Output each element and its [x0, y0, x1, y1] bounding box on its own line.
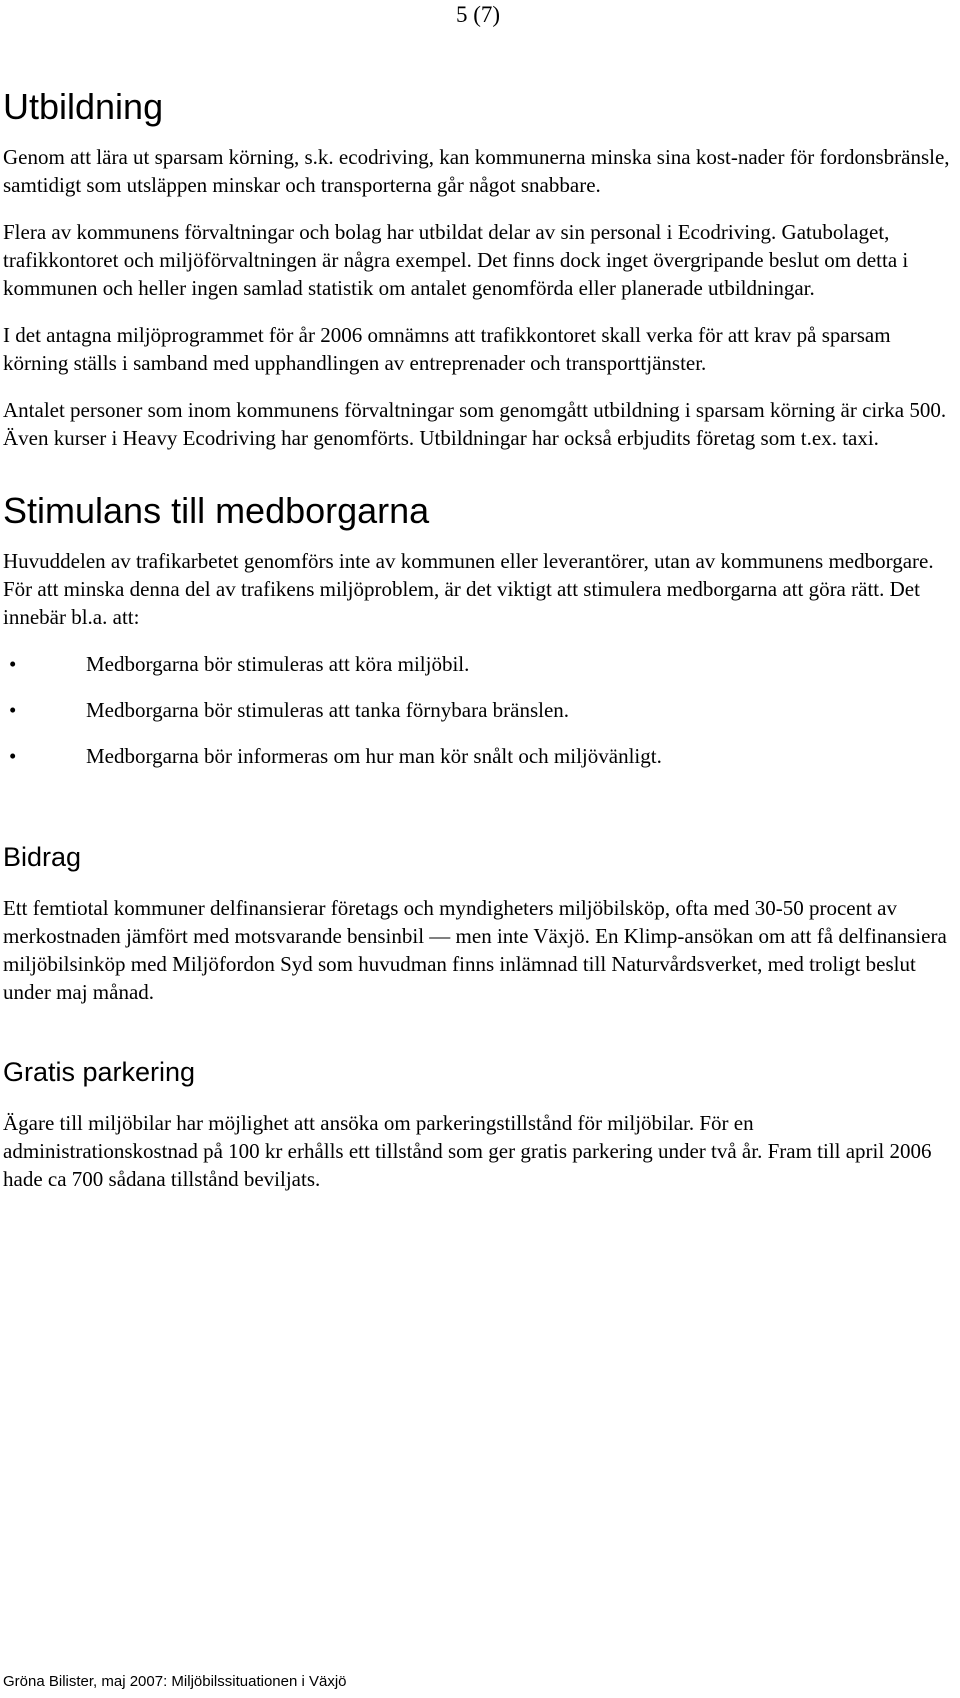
- list-item: [3, 742, 951, 770]
- bullet-icon: •: [9, 744, 17, 768]
- list-item-text: Medborgarna bör stimuleras att tanka förnybara bränslen.: [86, 698, 570, 722]
- page-footer: Gröna Bilister, maj 2007: Miljöbilssituationen i Växjö: [3, 1673, 347, 1690]
- section-stimulans: [3, 489, 951, 770]
- list-item: [3, 650, 951, 678]
- section-bidrag: [3, 840, 951, 1006]
- list-item-text: Medborgarna bör informeras om hur man kör snålt och miljövänligt.: [86, 744, 662, 768]
- page-number: 5 (7): [456, 2, 501, 27]
- paragraph: Ett femtiotal kommuner delfinansierar företags och myndigheters miljöbilsköp, ofta med 30-50 procent av merkostnaden jämfört med motsvarande bensinbil — men inte Växjö. En Klimp-ansökan om att få delfinansiera miljöbilsinköp med Miljöfordon Syd som huvudman finns inlämnad till Naturvårdsverket, med troligt beslut under maj månad.: [3, 896, 947, 1004]
- section-utbildning: [3, 85, 951, 452]
- paragraph: I det antagna miljöprogrammet för år 2006 omnämns att trafikkontoret skall verka för att krav på sparsam körning ställs i samband med upphandlingen av entreprenader och transporttjänster.: [3, 323, 891, 375]
- paragraph: Ägare till miljöbilar har möjlighet att ansöka om parkeringstillstånd för miljöbilar. För en administrationskostnad på 100 kr erhålls ett tillstånd som ger gratis parkering under två år. Fram till april 2006 hade ca 700 sådana tillstånd beviljats.: [3, 1111, 932, 1191]
- paragraph: Genom att lära ut sparsam körning, s.k. ecodriving, kan kommunerna minska sina kost-nader för fordonsbränsle, samtidigt som utsläppen minskar och transporterna går något snabbare.: [3, 145, 950, 197]
- paragraph: Antalet personer som inom kommunens förvaltningar som genomgått utbildning i sparsam körning är cirka 500. Även kurser i Heavy Ecodriving har genomförts. Utbildningar har också erbjudits företag som t.ex. taxi.: [3, 398, 947, 450]
- bullet-list: [3, 650, 951, 770]
- bullet-icon: •: [9, 652, 17, 676]
- heading-utbildning: Utbildning: [3, 86, 164, 127]
- bullet-icon: •: [9, 698, 17, 722]
- heading-stimulans: Stimulans till medborgarna: [3, 490, 430, 531]
- heading-bidrag: Bidrag: [3, 842, 82, 872]
- paragraph: Flera av kommunens förvaltningar och bolag har utbildat delar av sin personal i Ecodriving. Gatubolaget, trafikkontoret och miljöförvaltningen är några exempel. Det finns dock inget övergripande beslut om detta i kommunen och heller ingen samlad statistik om antalet genomförda eller planerade utbildningar.: [3, 220, 909, 300]
- section-parkering: [3, 1055, 951, 1193]
- paragraph: Huvuddelen av trafikarbetet genomförs inte av kommunen eller leverantörer, utan av kommunens medborgare. För att minska denna del av trafikens miljöproblem, är det viktigt att stimulera medborgarna att göra rätt. Det innebär bl.a. att:: [3, 549, 934, 629]
- list-item-text: Medborgarna bör stimuleras att köra miljöbil.: [86, 652, 470, 676]
- list-item: [3, 696, 951, 724]
- heading-parkering: Gratis parkering: [3, 1057, 196, 1087]
- document-body: [3, 85, 951, 1212]
